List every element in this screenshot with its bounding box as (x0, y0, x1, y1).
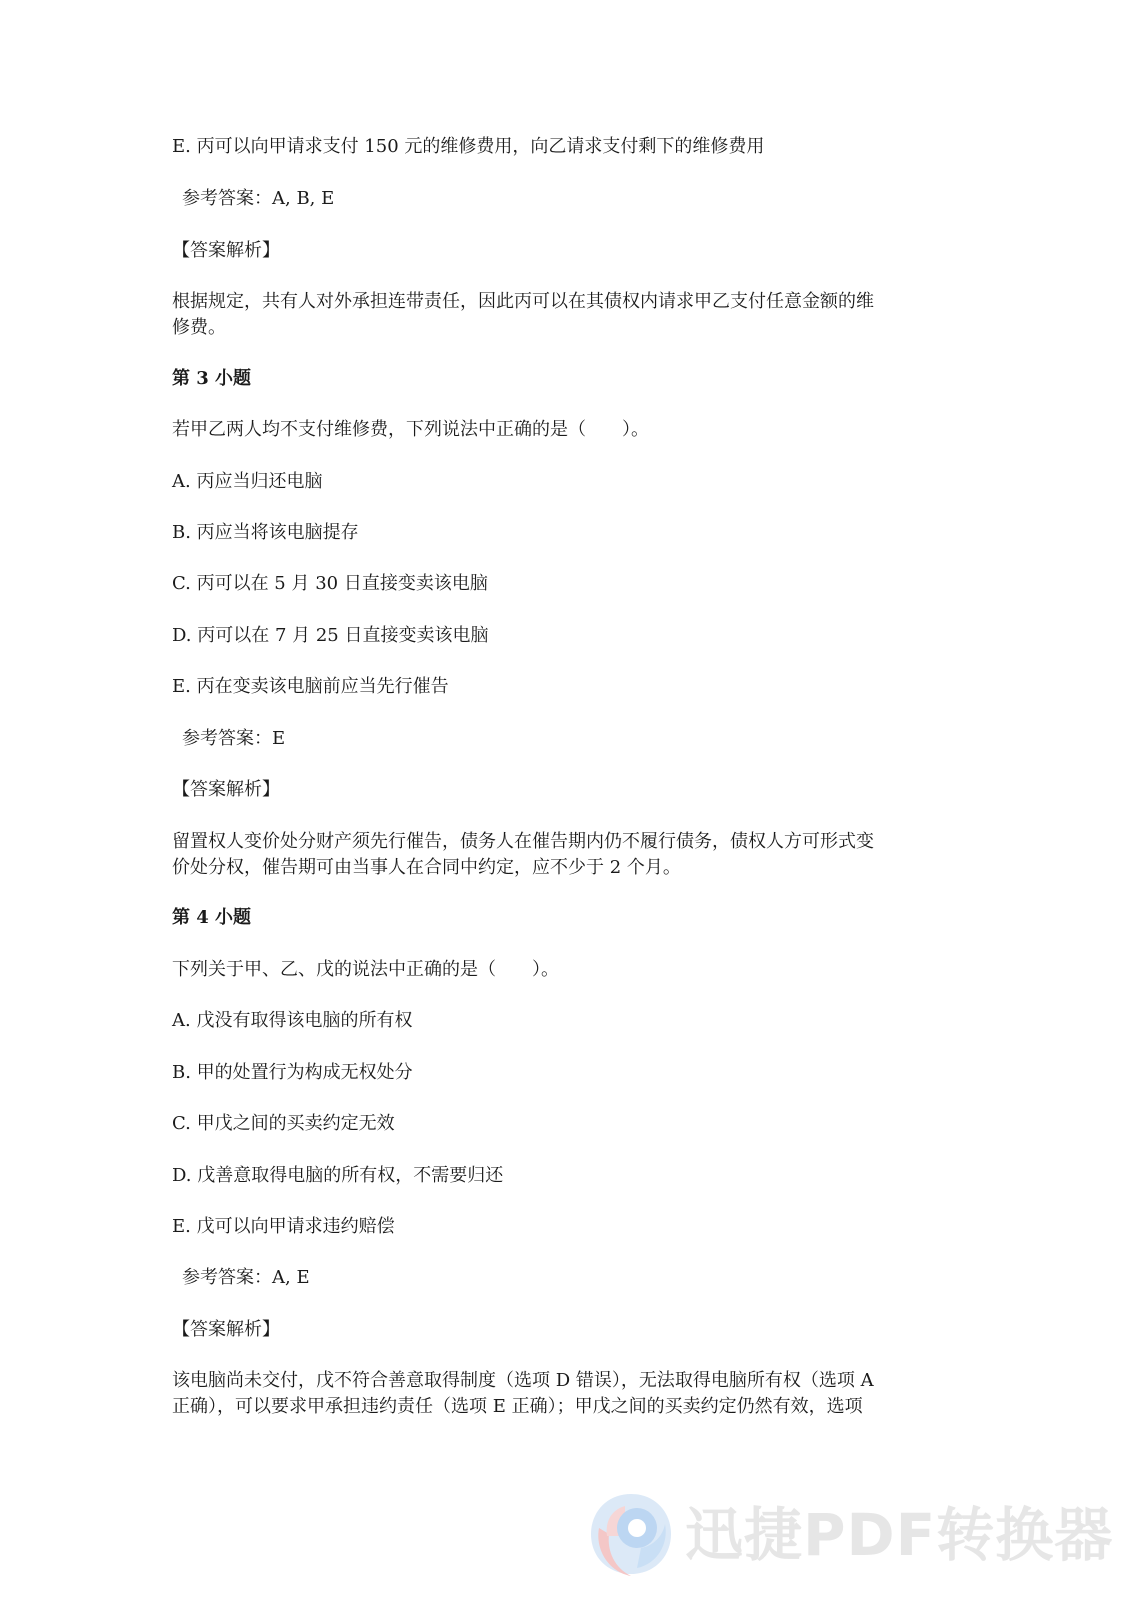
q3-option-e: E. 丙在变卖该电脑前应当先行催告 (172, 676, 449, 697)
q2-analysis-line: 根据规定，共有人对外承担连带责任，因此丙可以在其债权内请求甲乙支付任意金额的维 (172, 291, 874, 312)
q2-analysis-line: 修费。 (172, 317, 226, 338)
q3-analysis-heading: 【答案解析】 (172, 779, 280, 800)
xunjie-logo-icon (585, 1488, 677, 1584)
q3-analysis-line: 价处分权，催告期可由当事人在合同中约定，应不少于 2 个月。 (172, 857, 681, 878)
q4-option-b: B. 甲的处置行为构成无权处分 (172, 1062, 413, 1083)
q4-analysis-heading: 【答案解析】 (172, 1319, 280, 1340)
q4-analysis-line: 该电脑尚未交付，戊不符合善意取得制度（选项 D 错误），无法取得电脑所有权（选项 A (172, 1370, 874, 1391)
q4-analysis (172, 1368, 962, 1420)
q4-option-c: C. 甲戊之间的买卖约定无效 (172, 1113, 395, 1134)
q3-option-b: B. 丙应当将该电脑提存 (172, 522, 359, 543)
q3-analysis-line: 留置权人变价处分财产须先行催告，债务人在催告期内仍不履行债务，债权人方可形式变 (172, 831, 874, 852)
q4-option-d: D. 戊善意取得电脑的所有权，不需要归还 (172, 1165, 504, 1186)
q2-analysis (172, 289, 962, 341)
q3-option-a: A. 丙应当归还电脑 (172, 471, 323, 492)
q2-analysis-heading: 【答案解析】 (172, 240, 280, 261)
q2-option-e: E. 丙可以向甲请求支付 150 元的维修费用，向乙请求支付剩下的维修费用 (172, 136, 765, 157)
q4-option-a: A. 戊没有取得该电脑的所有权 (172, 1010, 413, 1031)
watermark (585, 1488, 1114, 1584)
q3-option-d: D. 丙可以在 7 月 25 日直接变卖该电脑 (172, 625, 489, 646)
q4-analysis-line: 正确），可以要求甲承担违约责任（选项 E 正确）；甲戊之间的买卖约定仍然有效，选项 (172, 1396, 863, 1417)
watermark-text: 迅捷PDF转换器 (685, 1501, 1114, 1569)
q3-option-c: C. 丙可以在 5 月 30 日直接变卖该电脑 (172, 573, 488, 594)
q3-answer: 参考答案：E (182, 728, 286, 749)
q4-title: 第 4 小题 (172, 907, 252, 928)
q4-answer: 参考答案：A, E (182, 1267, 310, 1288)
q3-analysis (172, 829, 962, 881)
q2-answer: 参考答案：A, B, E (182, 188, 335, 209)
q4-question: 下列关于甲、乙、戊的说法中正确的是（ ）。 (172, 959, 559, 980)
q4-option-e: E. 戊可以向甲请求违约赔偿 (172, 1216, 395, 1237)
q3-title: 第 3 小题 (172, 368, 252, 389)
q3-question: 若甲乙两人均不支付维修费，下列说法中正确的是（ ）。 (172, 419, 649, 440)
